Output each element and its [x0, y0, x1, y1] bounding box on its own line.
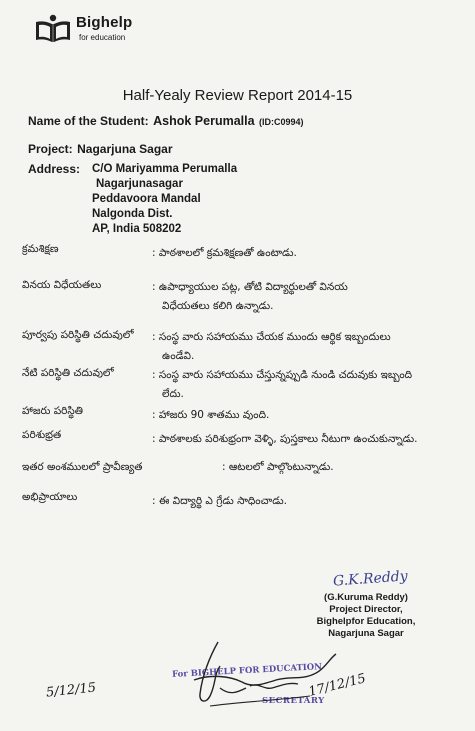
address-line: Peddavoora Mandal: [92, 193, 201, 205]
review-value-hygiene: : పాఠశాలకు పరిశుభ్రంగా వెళ్ళి, పుస్తకాలు నీటుగా ఉంచుకున్నాడు.: [152, 433, 418, 445]
director-signature-block: [296, 592, 436, 640]
student-name-label: Name of the Student:: [28, 114, 149, 128]
director-location: Nagarjuna Sagar: [328, 628, 404, 639]
address-line: Nalgonda Dist.: [92, 208, 173, 220]
student-id: (ID:C0994): [259, 117, 304, 127]
review-value-discipline: : పాఠశాలలో క్రమశిక్షణతో ఉంటాడు.: [152, 247, 297, 259]
review-label-discipline: క్రమశిక్షణ: [22, 243, 59, 255]
director-signature-scribble: G.K.Reddy: [332, 568, 409, 590]
review-value-opinion: : ఈ విద్యార్థి ఎ గ్రేడు సాధించాడు.: [152, 495, 287, 507]
review-value-past-study-cont: ఉండేవి.: [162, 350, 195, 362]
review-value-humility: : ఉపాధ్యాయుల పట్ల, తోటి విద్యార్థులతో వినయ: [152, 281, 348, 293]
stamp-line-secretary: SECRETARY: [262, 696, 325, 706]
review-value-present-study-cont: లేదు.: [162, 388, 184, 400]
report-title: Half-Yealy Review Report 2014-15: [122, 87, 353, 104]
review-label-past-study: పూర్వపు పరిస్థితి చదువులో: [22, 329, 134, 341]
project-value: Nagarjuna Sagar: [77, 142, 173, 156]
brand-name: Bighelp: [76, 14, 133, 31]
review-label-present-study: నేటి పరిస్థితి చదువులో: [22, 367, 114, 379]
stamp-date: 17/12/15: [307, 671, 368, 700]
secretary-signature-scribble: [180, 636, 350, 716]
review-label-hygiene: పరిశుభ్రత: [22, 429, 62, 441]
address-label: Address:: [28, 162, 81, 176]
review-label-opinion: అభిప్రాయాలు: [22, 491, 78, 503]
director-title: Project Director,: [329, 604, 403, 615]
address-line: AP, India 508202: [92, 223, 182, 235]
address-line: Nagarjunasagar: [96, 178, 183, 190]
open-book-logo-icon: [34, 14, 72, 44]
project-row: [28, 140, 173, 158]
review-value-present-study: : సంస్థ వారు సహాయము చేస్తున్నప్పుడి నుండి చదువుకు ఇబ్బంది: [152, 369, 413, 381]
review-value-humility-cont: విధేయతలు కలిగి ఉన్నాడు.: [162, 300, 274, 312]
address-block: [92, 162, 237, 237]
review-value-past-study: : సంస్థ వారు సహాయము చేయక ముందు ఆర్థిక ఇబ్బందులు: [152, 331, 391, 343]
student-name: Ashok Perumalla: [153, 114, 255, 128]
project-label: Project:: [28, 142, 73, 156]
brand-tagline: for education: [79, 33, 126, 42]
review-value-attendance: : హాజరు 90 శాతము వుంది.: [152, 409, 270, 421]
student-name-row: [28, 112, 304, 130]
review-value-other-skills: : ఆటలలో పాల్గొంటున్నాడు.: [222, 461, 334, 473]
address-line: C/O Mariyamma Perumalla: [92, 163, 238, 175]
review-label-attendance: హాజరు పరిస్థితి: [22, 405, 83, 417]
bottom-left-handwritten-note: 5/12/15: [45, 680, 97, 701]
director-name: (G.Kuruma Reddy): [324, 592, 408, 603]
director-org: Bighelpfor Education,: [316, 616, 416, 627]
review-label-humility: వినయ విధేయతలు: [22, 279, 102, 291]
review-label-other-skills: ఇతర అంశములలో ప్రావీణ్యత: [22, 461, 143, 473]
stamp-line-organization: For BIGHELP FOR EDUCATION: [171, 662, 323, 680]
